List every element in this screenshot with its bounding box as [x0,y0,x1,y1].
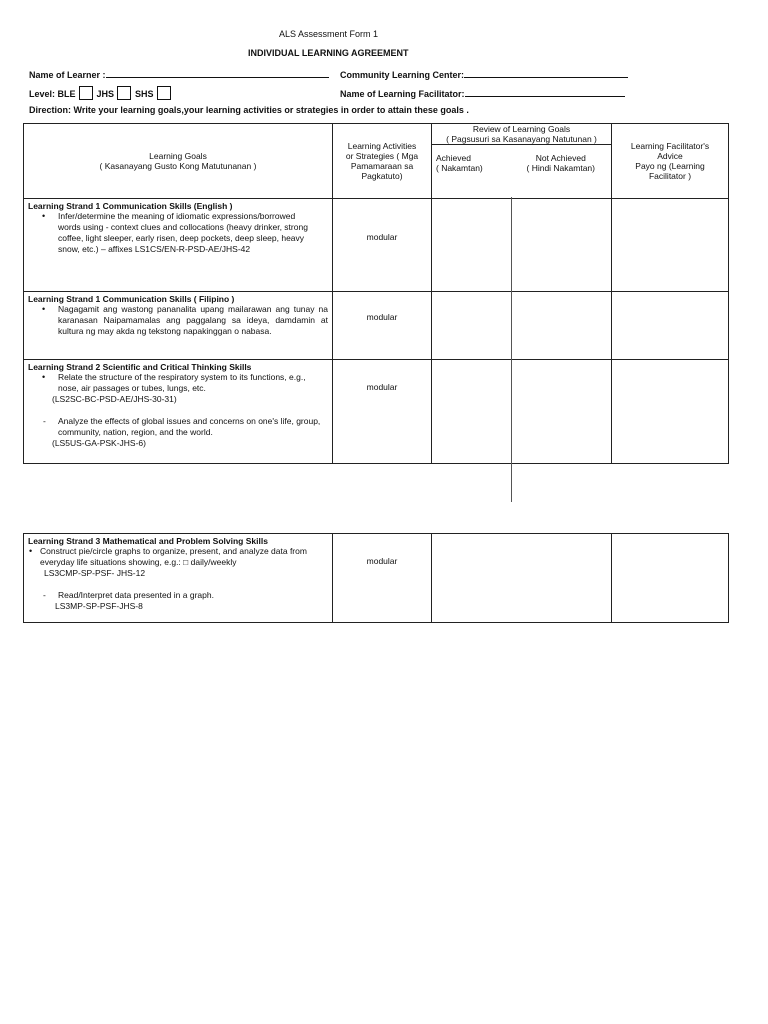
header-advice-line1: Learning Facilitator's [630,141,710,151]
ble-checkbox[interactable] [79,86,93,100]
goal-cell [24,360,333,464]
goal-bullet: • Nagagamit ang wastong pananalita upang mailarawan ang tunay na karanasan Naipamamalas ang paggalang sa ideya, damdamin at kultura ng may akda ng tekstong napakinggan o nabasa. [24,304,332,337]
header-activities [333,124,432,199]
activity-cell[interactable]: modular [333,292,432,360]
header-not-achieved-text: Not Achieved [535,153,586,163]
activity-cell[interactable]: modular [333,199,432,292]
header-review [432,124,612,145]
header-achieved-sub: ( Nakamtan) [436,163,483,173]
jhs-checkbox[interactable] [117,86,131,100]
header-advice-line4: Facilitator ) [648,171,692,181]
header-not-achieved-sub: ( Hindi Nakamtan) [526,163,595,173]
goal-cell [24,199,333,292]
header-achieved [432,145,511,199]
header-activities-line1: Learning Activities [347,141,417,151]
facilitator-name-line[interactable] [465,87,625,97]
learning-agreement-table-2 [23,533,729,623]
table-row [24,199,729,292]
goal-dash-item: - Analyze the effects of global issues and concerns on one's life, group, community, nation, region, and the world. [24,416,332,438]
advice-cell[interactable] [612,292,729,360]
goal-dash-code: LS3MP-SP-PSF-JHS-8 [55,601,143,611]
level-label: Level: BLE [29,89,76,99]
strand-title: Learning Strand 1 Communication Skills (English ) [28,201,233,211]
header-review-text: Review of Learning Goals [472,124,571,134]
review-divider-line [511,197,512,502]
goal-bullet: • Construct pie/circle graphs to organize, present, and analyze data from everyday life situations showing, e.g.: □ daily/weekly [24,546,332,568]
page-title: INDIVIDUAL LEARNING AGREEMENT [248,48,409,58]
goal-code: LS3CMP-SP-PSF- JHS-12 [44,568,146,578]
community-center-line[interactable] [464,68,628,78]
header-achieved-text: Achieved [436,153,471,163]
learner-name-field[interactable] [29,68,329,80]
goal-cell [24,534,333,623]
review-cell[interactable] [432,360,612,464]
header-activities-line4: Pagkatuto) [361,171,403,181]
advice-cell[interactable] [612,360,729,464]
facilitator-name-field[interactable] [340,87,625,99]
level-field [29,86,175,100]
learning-agreement-table [23,123,729,464]
learner-name-line[interactable] [106,68,329,78]
learner-name-label: Name of Learner : [29,70,106,80]
header-activities-line3: Pamamaraan sa [350,161,414,171]
header-activities-line2: or Strategies ( Mga [345,151,419,161]
header-learning-goals [24,124,333,199]
header-not-achieved [511,145,612,199]
review-cell[interactable] [432,292,612,360]
direction-text: Direction: Write your learning goals,your learning activities or strategies in order to attain these goals . [29,105,469,115]
header-advice [612,124,729,199]
header-goals-text: Learning Goals [149,151,207,161]
activity-cell[interactable]: modular [333,534,432,623]
jhs-label: JHS [96,89,115,99]
header-advice-line3: Payo ng (Learning [635,161,705,171]
goal-bullet: • Infer/determine the meaning of idiomatic expressions/borrowed words using - context clues and collocations (heavy drinker, strong coffee, light sleeper, early risen, deep pockets, deep sleep, heavy snow, etc.) – affixes LS1CS/EN-R-PSD-AE/JHS-42 [24,211,332,255]
strand-title: Learning Strand 1 Communication Skills ( Filipino ) [28,294,235,304]
goal-bullet: • Relate the structure of the respiratory system to its functions, e.g., nose, air passages or tubes, lungs, etc. [24,372,332,394]
shs-checkbox[interactable] [157,86,171,100]
review-cell[interactable] [432,199,612,292]
strand-title: Learning Strand 3 Mathematical and Problem Solving Skills [28,536,268,546]
facilitator-name-label: Name of Learning Facilitator: [340,89,465,99]
goal-dash-item: - Read/Interpret data presented in a graph. [24,590,332,601]
shs-label: SHS [135,89,154,99]
header-goals-sub: ( Kasanayang Gusto Kong Matutunanan ) [99,161,257,171]
table-row [24,534,729,623]
table-row [24,360,729,464]
community-center-field[interactable] [340,68,628,80]
form-label: ALS Assessment Form 1 [279,29,379,39]
strand-title: Learning Strand 2 Scientific and Critical Thinking Skills [28,362,252,372]
goal-cell [24,292,333,360]
review-cell[interactable] [432,534,612,623]
header-review-sub: ( Pagsusuri sa Kasanayang Natutunan ) [446,134,597,144]
advice-cell[interactable] [612,534,729,623]
advice-cell[interactable] [612,199,729,292]
table-row [24,292,729,360]
header-advice-line2: Advice [657,151,683,161]
goal-dash-code: (LS5US-GA-PSK-JHS-6) [52,438,146,448]
goal-code: (LS2SC-BC-PSD-AE/JHS-30-31) [52,394,177,404]
community-center-label: Community Learning Center: [340,70,465,80]
activity-cell[interactable]: modular [333,360,432,464]
